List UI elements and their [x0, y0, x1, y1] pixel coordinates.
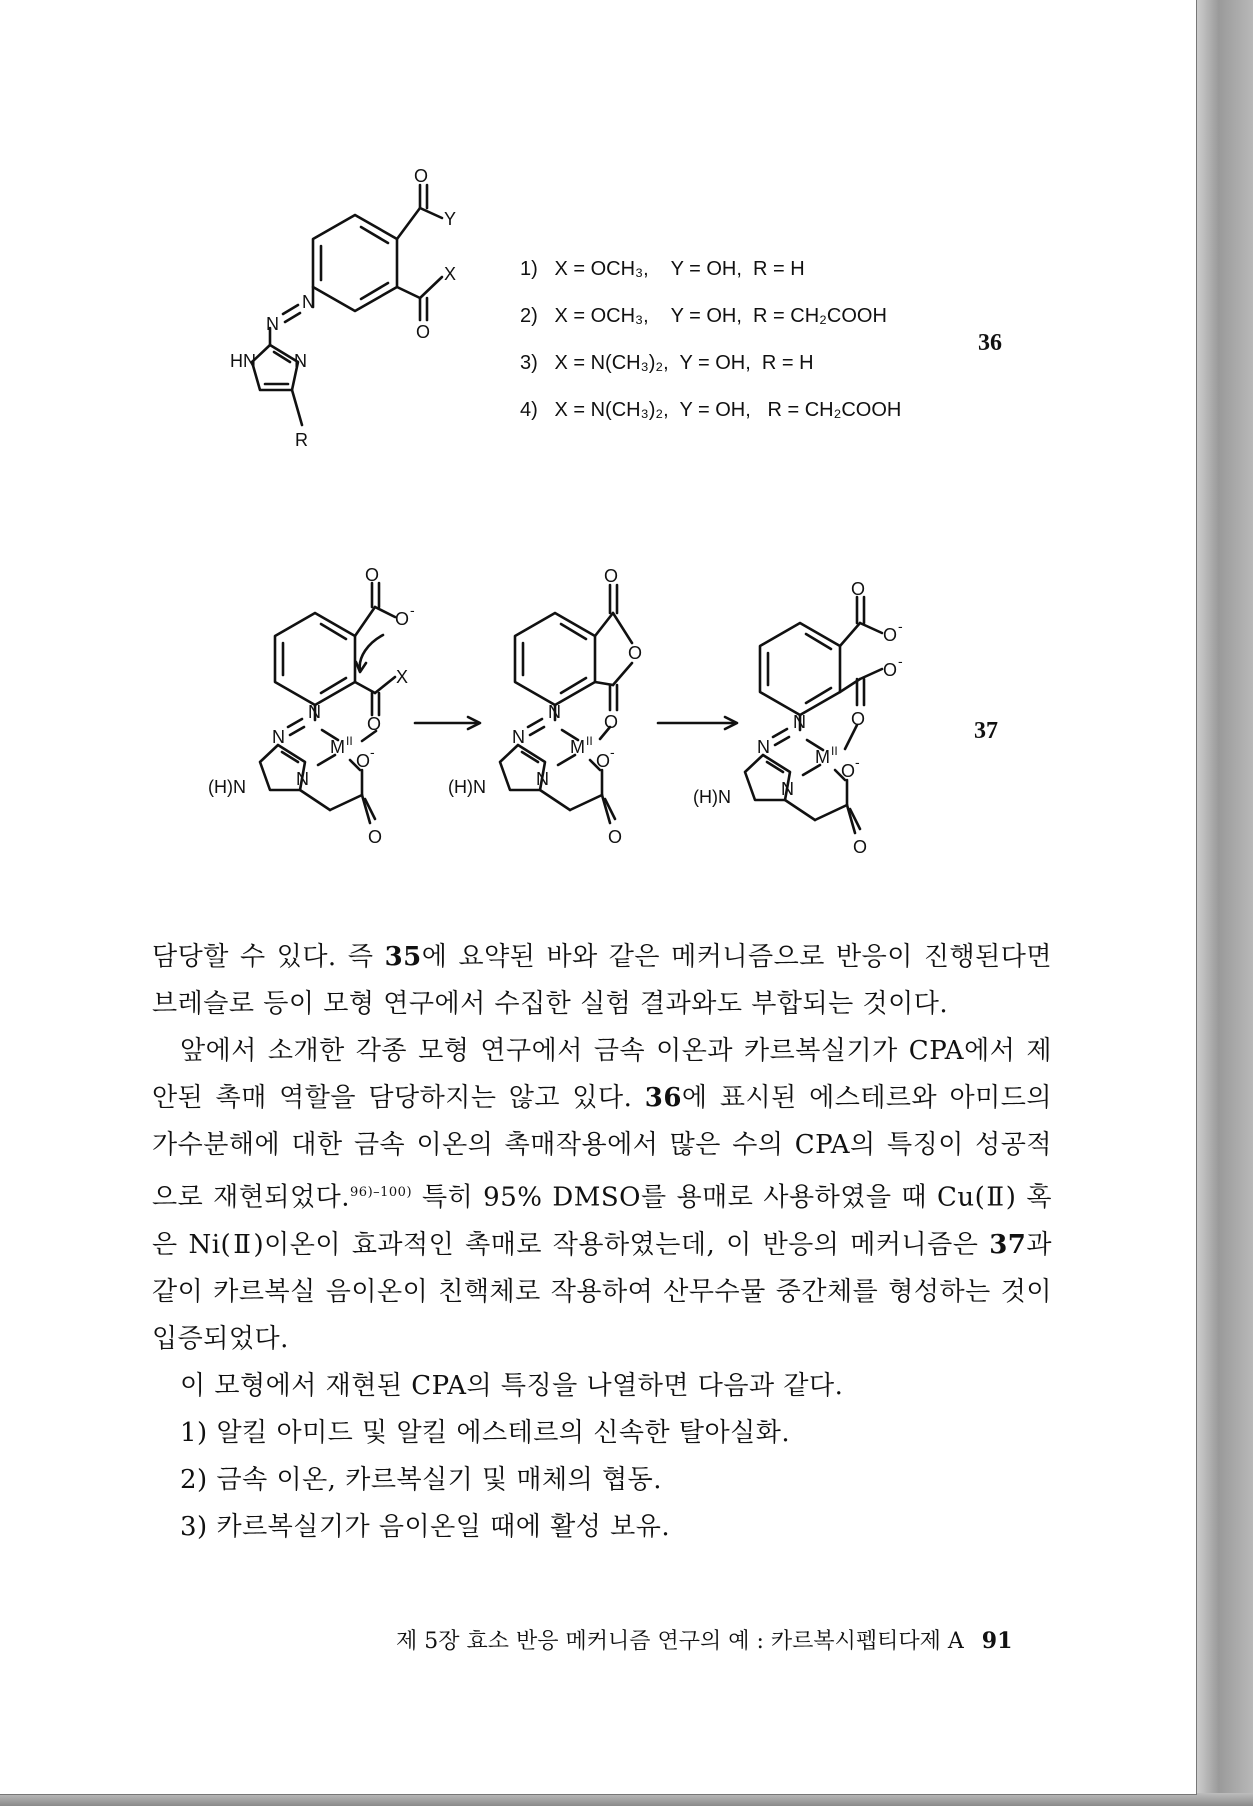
label-Y: Y	[444, 209, 457, 229]
b-minus-sign: -	[610, 744, 615, 760]
list-item-2: 2) 금속 이온, 카르복실기 및 매체의 협동.	[180, 1464, 663, 1495]
ref-35: 35	[384, 942, 422, 972]
ref-37: 37	[989, 1229, 1027, 1260]
c-O-coord: O	[851, 709, 866, 729]
a-O-bottom: O	[368, 827, 383, 847]
p1-text-a: 담당할 수 있다. 즉	[152, 942, 385, 972]
b-O-top: O	[604, 566, 619, 586]
p2-text-a: 앞에서 소개한 각종 모형 연구에서 금속 이온과 카르복실기가 CPA에서 제안된 촉매 역할을 담당하지는 않고 있다.	[152, 1036, 1052, 1113]
label-R: R	[295, 430, 308, 450]
list-item-1: 1) 알킬 아미드 및 알킬 에스테르의 신속한 탈아실화.	[180, 1417, 791, 1448]
c-minus-sign-1: -	[898, 618, 903, 634]
label-N1: N	[302, 292, 315, 312]
a-X: X	[396, 667, 409, 687]
b-metal-sup: II	[586, 734, 593, 748]
a-N-ring: N	[296, 769, 309, 789]
running-footer	[396, 1624, 1012, 1655]
c-N-azo2: N	[757, 737, 770, 757]
b-O-coord: O	[604, 712, 619, 732]
paragraph-1	[152, 934, 1052, 1028]
p2-text-d: 과 같이 카르복실 음이온이 친핵체로 작용하여 산무수물 중간체를 형성하는 것이 입증되었다.	[152, 1229, 1052, 1354]
reaction-scheme-37	[200, 555, 960, 875]
c-metal: M	[815, 747, 830, 767]
compound-label-36: 36	[978, 330, 1002, 356]
reaction-arrow-1	[415, 717, 480, 729]
c-O-carboxylate: O	[841, 761, 856, 781]
c-HN: (H)N	[693, 787, 731, 807]
structure-37-a	[260, 583, 395, 823]
c-O-top: O	[851, 579, 866, 599]
p2-text-b: 에 표시된 에스테르와 아미드의 가수분해에 대한 금속 이온의 촉매작용에서 많은 수의 CPA의 특징이 성공적으로 재현되었다.	[152, 1083, 1052, 1213]
page-edge-right	[1196, 0, 1253, 1806]
c-O-bottom: O	[853, 837, 868, 857]
a-minus-sign: -	[410, 602, 415, 618]
b-N-azo1: N	[548, 702, 561, 722]
a-O-top: O	[365, 565, 380, 585]
p2-text-c: 특히 95% DMSO를 용매로 사용하였을 때 Cu(Ⅱ) 혹은 Ni(Ⅱ)이온이 효과적인 촉매로 작용하였는데, 이 반응의 메커니즘은	[152, 1182, 1052, 1260]
condition-4: 4) X = N(CH₃)₂, Y = OH, R = CH₂COOH	[520, 399, 902, 421]
reaction-arrow-2	[658, 717, 737, 729]
compound-label-37: 37	[974, 718, 998, 744]
body-text	[152, 934, 1052, 1551]
condition-2: 2) X = OCH₃, Y = OH, R = CH₂COOH	[520, 305, 887, 327]
condition-1: 1) X = OCH₃, Y = OH, R = H	[520, 258, 805, 280]
c-minus-sign-3: -	[855, 754, 860, 770]
b-O-ring: O	[628, 643, 643, 663]
b-N-ring: N	[536, 769, 549, 789]
a-O-carboxylate: O	[356, 751, 371, 771]
c-metal-sup: II	[831, 744, 838, 758]
b-O-bottom: O	[608, 827, 623, 847]
label-O-top: O	[414, 166, 429, 186]
a-metal-sup: II	[346, 734, 353, 748]
c-O-minus-1: O	[883, 625, 898, 645]
a-O-coord: O	[367, 714, 382, 734]
citation-superscript: 96)–100)	[350, 1185, 413, 1200]
structure-36	[230, 166, 710, 490]
page-number: 91	[981, 1628, 1013, 1654]
b-N-azo2: N	[512, 727, 525, 747]
p1-text-b: 에 요약된 바와 같은 메커니즘으로 반응이 진행된다면 브레슬로 등이 모형 연구에서 수집한 실험 결과와도 부합되는 것이다.	[152, 942, 1053, 1019]
label-N3: N	[294, 351, 307, 371]
b-metal: M	[570, 737, 585, 757]
a-N-azo1: N	[308, 702, 321, 722]
label-HN: HN	[230, 351, 256, 371]
paragraph-2	[152, 1028, 1052, 1363]
a-metal: M	[330, 737, 345, 757]
structure-37-b	[500, 585, 632, 823]
list-item-3: 3) 카르복실기가 음이온일 때에 활성 보유.	[180, 1511, 671, 1542]
chapter-title: 제 5장 효소 반응 메커니즘 연구의 예 : 카르복시펩티다제 A	[396, 1629, 964, 1654]
b-O-carboxylate: O	[596, 751, 611, 771]
condition-3: 3) X = N(CH₃)₂, Y = OH, R = H	[520, 352, 814, 374]
b-HN: (H)N	[448, 777, 486, 797]
label-X: X	[444, 264, 457, 284]
label-N2: N	[266, 314, 279, 334]
c-minus-sign-2: -	[898, 653, 903, 669]
a-HN: (H)N	[208, 777, 246, 797]
label-O-bottom: O	[416, 322, 431, 342]
a-minus-sign-2: -	[370, 744, 375, 760]
c-O-minus-2: O	[883, 660, 898, 680]
a-N-azo2: N	[272, 727, 285, 747]
c-N-ring: N	[781, 779, 794, 799]
a-O-minus: O	[395, 609, 410, 629]
paragraph-3: 이 모형에서 재현된 CPA의 특징을 나열하면 다음과 같다.	[180, 1370, 844, 1401]
ref-36: 36	[644, 1083, 682, 1113]
c-N-azo1: N	[793, 712, 806, 732]
